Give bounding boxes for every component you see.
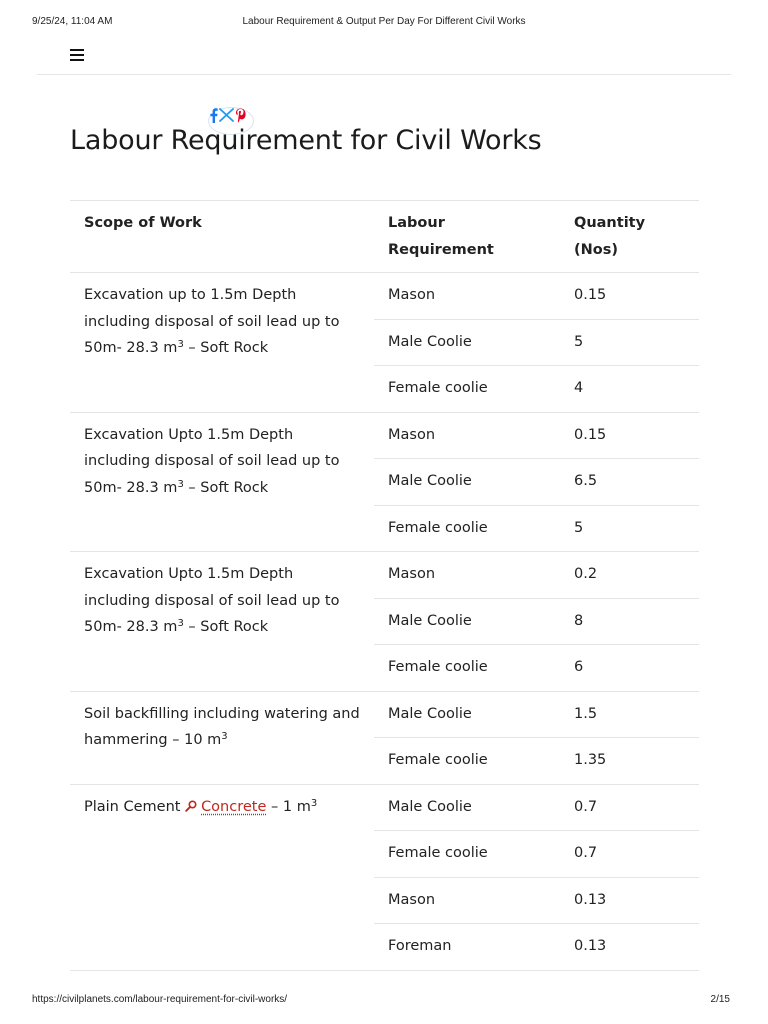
labour-cell: Mason (374, 552, 560, 599)
labour-cell: Female coolie (374, 645, 560, 692)
table-row (70, 784, 699, 831)
labour-cell: Male Coolie (374, 784, 560, 831)
scope-text: Plain Cement (84, 798, 186, 815)
superscript: 3 (177, 478, 184, 490)
scope-cell (70, 552, 374, 692)
quantity-cell: 1.5 (560, 691, 699, 738)
header-divider (37, 74, 731, 75)
table-body (70, 273, 699, 971)
scope-cell (70, 784, 374, 970)
header-quantity: Quantity (Nos) (560, 201, 699, 273)
header-scope: Scope of Work (70, 201, 374, 273)
table-row (70, 691, 699, 738)
table-header-row (70, 201, 699, 273)
labour-cell: Male Coolie (374, 319, 560, 366)
labour-cell: Male Coolie (374, 598, 560, 645)
quantity-cell: 1.35 (560, 738, 699, 785)
quantity-cell: 0.7 (560, 784, 699, 831)
labour-cell: Mason (374, 877, 560, 924)
scope-text: Excavation up to 1.5m Depth including disposal of soil lead up to 50m- 28.3 m (84, 287, 340, 356)
hamburger-menu-icon[interactable] (70, 49, 84, 61)
quantity-cell: 0.7 (560, 831, 699, 878)
labour-cell: Mason (374, 273, 560, 320)
scope-cell (70, 273, 374, 413)
labour-cell: Female coolie (374, 831, 560, 878)
superscript: 3 (310, 797, 318, 809)
scope-text-after-link: – 1 m (266, 798, 311, 815)
table-row (70, 273, 699, 320)
print-doc-title: Labour Requirement & Output Per Day For Different Civil Works (242, 16, 526, 27)
quantity-cell: 4 (560, 366, 699, 413)
labour-cell: Mason (374, 412, 560, 459)
quantity-cell: 0.15 (560, 273, 699, 320)
labour-cell: Male Coolie (374, 459, 560, 506)
scope-suffix: – Soft Rock (183, 619, 269, 635)
superscript: 3 (177, 618, 184, 629)
pinterest-icon[interactable] (235, 108, 246, 123)
quantity-cell: 5 (560, 319, 699, 366)
page-title: Labour Requirement for Civil Works (70, 125, 542, 156)
header-labour: Labour Requirement (374, 201, 560, 273)
scope-cell (70, 691, 374, 784)
quantity-cell: 0.13 (560, 924, 699, 971)
labour-cell: Female coolie (374, 505, 560, 552)
quantity-cell: 6 (560, 645, 699, 692)
labour-cell: Male Coolie (374, 691, 560, 738)
quantity-cell: 0.13 (560, 877, 699, 924)
print-footer (32, 994, 736, 1008)
facebook-icon[interactable] (209, 108, 218, 123)
print-page-number: 2/15 (710, 994, 730, 1005)
labour-cell: Foreman (374, 924, 560, 971)
table-row (70, 412, 699, 459)
scope-text: Soil backfilling including watering and hammering – 10 m (84, 705, 360, 748)
quantity-cell: 0.2 (560, 552, 699, 599)
scope-text: Excavation Upto 1.5m Depth including disposal of soil lead up to 50m- 28.3 m (84, 426, 340, 496)
scope-cell (70, 412, 374, 552)
superscript: 3 (177, 339, 184, 350)
quantity-cell: 6.5 (560, 459, 699, 506)
print-datetime: 9/25/24, 11:04 AM (32, 16, 113, 27)
superscript: 3 (221, 731, 228, 742)
share-buttons (209, 105, 246, 125)
quantity-cell: 0.15 (560, 412, 699, 459)
print-header (32, 16, 736, 30)
table-row (70, 552, 699, 599)
scope-suffix: – Soft Rock (183, 340, 269, 356)
scope-suffix: – Soft Rock (183, 479, 269, 496)
scope-text: Excavation Upto 1.5m Depth including disposal of soil lead up to 50m- 28.3 m (84, 566, 340, 635)
labour-table (70, 200, 699, 971)
labour-cell: Female coolie (374, 366, 560, 413)
labour-cell: Female coolie (374, 738, 560, 785)
quantity-cell: 5 (560, 505, 699, 552)
x-icon[interactable] (219, 108, 234, 122)
quantity-cell: 8 (560, 598, 699, 645)
print-url: https://civilplanets.com/labour-requirement-for-civil-works/ (32, 994, 288, 1005)
search-icon (185, 800, 197, 812)
concrete-keyword-link[interactable]: Concrete (201, 798, 267, 815)
